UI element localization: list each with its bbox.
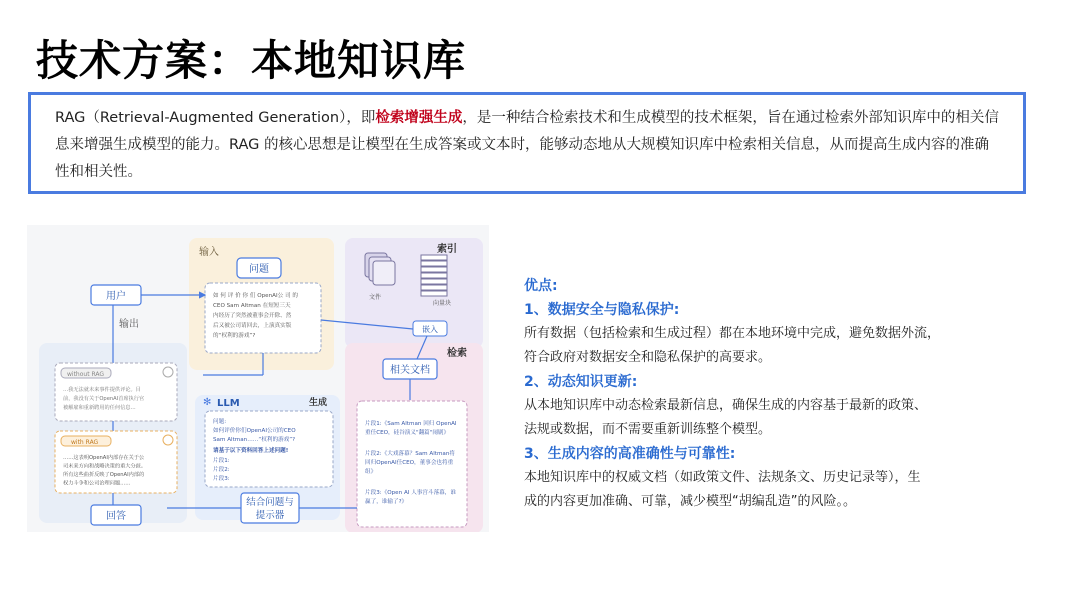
vector-chunk: [421, 261, 447, 266]
with-rag-text-line: ……这表明OpenAI内部存在关于公: [63, 455, 145, 461]
with-rag-text-line: 司未来方向和战略决策的重大分歧。: [63, 463, 147, 470]
advantage-text: 从本地知识库中动态检索最新信息，确保生成的内容基于最新的政策、: [524, 398, 928, 413]
combine-label-1: 结合问题与: [246, 497, 294, 508]
index-label: 索引: [437, 244, 457, 255]
vector-chunk: [421, 285, 447, 290]
related-docs-label: 相关文档: [390, 365, 430, 376]
prompt-text-line: 问题:: [213, 419, 227, 425]
vector-chunk: [421, 279, 447, 284]
docs-label: 文件: [369, 294, 382, 301]
vector-chunk: [421, 273, 447, 278]
prompt-text-line: 如何评价你们OpenAI公司的CEO: [213, 428, 296, 434]
prompt-chunk-line: 片段1:: [213, 458, 230, 464]
question-text-line: 后又被公司请回去，上演真实版: [213, 323, 292, 329]
generate-label: 生成: [309, 398, 328, 408]
chunk1-line: 片段1:《Sam Altman 回归 OpenAI: [365, 421, 457, 427]
close-icon: [163, 367, 173, 377]
question-text-line: 的“权利的游戏”?: [213, 333, 256, 339]
advantage-title: 2、动态知识更新:: [524, 374, 638, 390]
advantage-text: 本地知识库中的权威文档（如政策文件、法规条文、历史记录等），生: [524, 470, 921, 485]
chunk1-line: 重任CEO，硅谷演义"翻篇"闹剧》: [365, 430, 450, 436]
embed-label: 嵌入: [422, 325, 438, 334]
rag-diagram: [27, 225, 489, 532]
advantage-text: 成的内容更加准确、可靠，减少模型“胡编乱造”的风险。。: [524, 494, 856, 509]
input-label: 输入: [199, 247, 219, 258]
without-rag-label: without RAG: [67, 371, 105, 378]
chunk3-line: 赢了，谁输了?》: [365, 499, 408, 505]
vector-chunk: [421, 291, 447, 296]
advantage-text: 符合政府对数据安全和隐私保护的高要求。: [524, 350, 772, 365]
check-icon: [163, 435, 173, 445]
with-rag-text-line: 权力斗争和公司治理问题……: [63, 480, 131, 487]
without-rag-text-line: …我无法就未来事件提供评论。目: [63, 387, 141, 393]
prompt-hint: 请基于以下资料回答上述问题!: [213, 448, 289, 454]
llm-label: LLM: [217, 398, 240, 409]
llm-star-icon: ✻: [203, 397, 212, 408]
intro-pre: RAG（Retrieval-Augmented Generation），即: [55, 110, 376, 126]
intro-post: ，是一种结合检索技术和生成模型的技术框架，旨在通过检索外部知识库中的相关信息来增强生成模型的能力。RAG 的核心思想是让模型在生成答案或文本时，能够动态地从大规模知识库中检索相关信息，从而提高生成内容的准确性和相关性。: [55, 110, 999, 180]
intro-box: [28, 92, 1026, 194]
chunk3-line: 片段3:《Open AI 人事宫斗落幕，谁: [365, 490, 456, 496]
advantage-title: 1、数据安全与隐私保护:: [524, 302, 680, 318]
with-rag-text-line: 所有这些曲折反映了OpenAI内部的: [63, 472, 145, 478]
user-label: 用户: [106, 291, 126, 302]
chunk2-line: 回归OpenAI任CEO，董事会也将重: [365, 460, 454, 466]
advantages-heading: 优点:: [524, 278, 558, 294]
intro-highlight: 检索增强生成: [375, 110, 463, 126]
chunk2-line: 片段2:《大戏落幕？Sam Altman将: [365, 451, 455, 457]
advantage-text: 法规或数据，而不需要重新训练整个模型。: [524, 422, 772, 437]
with-rag-label: with RAG: [71, 439, 99, 446]
advantage-title: 3、生成内容的高准确性与可靠性:: [524, 446, 736, 462]
page-title: 技术方案：本地知识库: [36, 36, 467, 85]
vector-chunk: [421, 267, 447, 272]
chunks-label: 向量块: [433, 300, 452, 307]
answer-label: 回答: [106, 511, 126, 522]
question-text-line: CEO Sam Altman 在短短三天: [213, 303, 291, 309]
vector-chunk: [421, 255, 447, 260]
question-label: 问题: [249, 264, 269, 275]
advantage-text: 所有数据（包括检索和生成过程）都在本地环境中完成，避免数据外流，: [524, 326, 941, 341]
question-text-line: 如 何 评 价 你 们 OpenAI公 司 的: [213, 293, 298, 299]
retrieve-label: 检索: [447, 348, 467, 359]
prompt-chunk-line: 片段3:: [213, 476, 230, 482]
chunk2-line: 组》: [365, 469, 377, 475]
prompt-text-line: Sam Altman……“权利的游戏”?: [213, 437, 296, 443]
prompt-chunk-line: 片段2:: [213, 467, 230, 473]
advantages: [524, 274, 1044, 514]
question-text-line: 内经历了突然被董事会开除、然: [213, 313, 292, 319]
without-rag-text-line: 被解雇和重新聘用的任何信息…: [63, 405, 136, 411]
combine-label-2: 提示器: [255, 510, 285, 521]
without-rag-text-line: 前，我没有关于OpenAI首席执行官: [63, 396, 145, 402]
output-label: 输出: [119, 319, 139, 330]
